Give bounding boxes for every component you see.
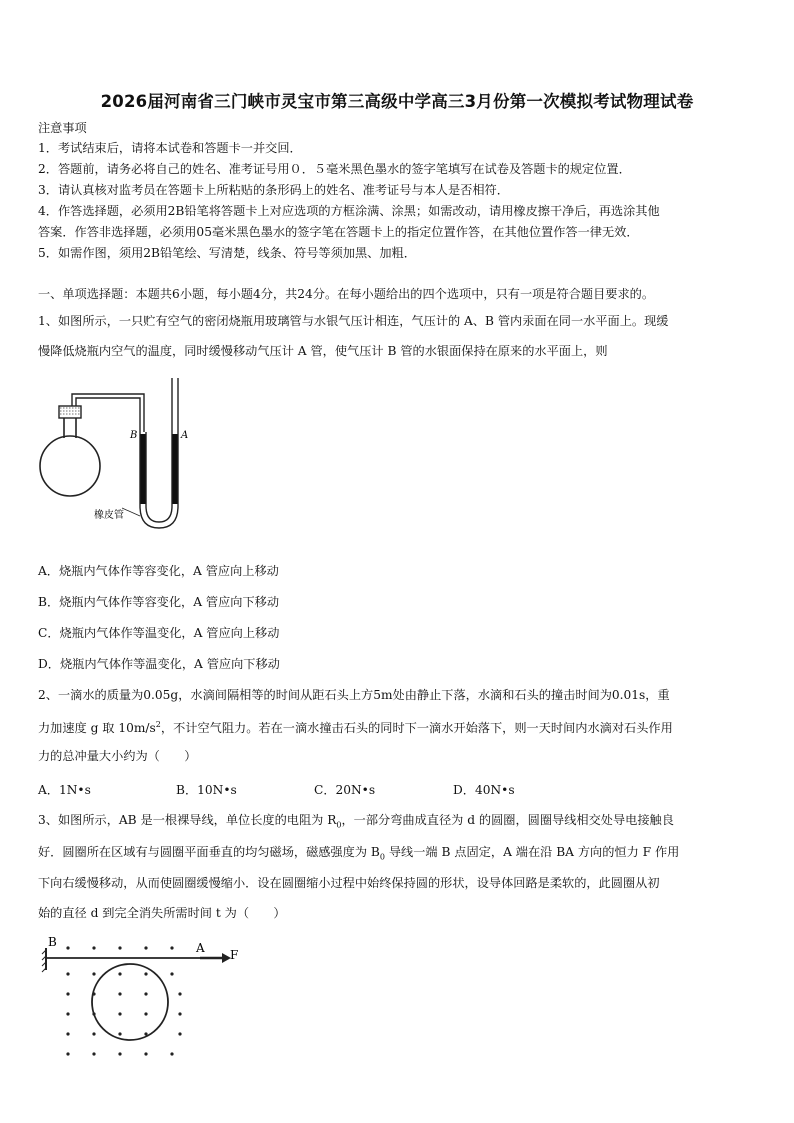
notice-item: 答案．作答非选择题，必须用05毫米黑色墨水的签字笔在答题卡上的指定位置作答，在其他位置作答一律无效． (38, 225, 639, 239)
q2-stem-sup: 2 (155, 720, 161, 729)
q1-option-b[interactable]: B．烧瓶内气体作等容变化，A 管应向下移动 (38, 595, 280, 609)
q1-label-a: A (181, 430, 189, 441)
q1-stem-line: 1、如图所示，一只贮有空气的密闭烧瓶用玻璃管与水银气压计相连，气压计的 A、B 管内汞面在同一水平面上。现缓 (38, 314, 669, 328)
notice-heading: 注意事项 (38, 121, 87, 135)
q1-option-a[interactable]: A．烧瓶内气体作等容变化，A 管应向上移动 (38, 564, 279, 578)
q1-option-c[interactable]: C．烧瓶内气体作等温变化，A 管应向上移动 (38, 626, 280, 640)
q3-label-b: B (48, 935, 57, 949)
q1-label-b: B (130, 430, 138, 441)
q3-loop-field-figure (40, 934, 250, 1064)
notice-item: 5．如需作图，须用2B铅笔绘、写清楚，线条、符号等须加黑、加粗． (38, 246, 416, 260)
q2-option-b[interactable]: B．10N•s (176, 783, 237, 797)
q3-stem-line (38, 812, 674, 833)
q3-stem-line: 始的直径 d 到完全消失所需时间 t 为（ ） (38, 906, 286, 920)
notice-item: 2．答题前，请务必将自己的姓名、准考证号用０．５毫米黑色墨水的签字笔填写在试卷及答题卡的规定位置． (38, 162, 631, 176)
q2-stem-line: 力的总冲量大小约为（ ） (38, 749, 197, 763)
q2-stem-line: 2、一滴水的质量为0.05g，水滴间隔相等的时间从距石头上方5m处由静止下落，水滴和石头的撞击时间为0.01s，重 (38, 688, 670, 702)
q3-stem-part: ，一部分弯曲成直径为 d 的圆圈，圆圈导线相交处导电接触良 (341, 813, 674, 827)
q1-flask-manometer-figure (36, 372, 196, 532)
q3-label-a: A (196, 941, 205, 955)
q3-stem-sub: 0 (336, 820, 342, 830)
q1-option-d[interactable]: D．烧瓶内气体作等温变化，A 管应向下移动 (38, 657, 280, 671)
q3-stem-part: 好．圆圈所在区域有与圆圈平面垂直的均匀磁场，磁感强度为 B (38, 845, 380, 859)
q1-label-tube: 橡皮管 (94, 510, 124, 521)
q3-stem-part: 导线一端 B 点固定，A 端在沿 BA 方向的恒力 F 作用 (385, 845, 680, 859)
section-heading: 一、单项选择题：本题共6小题，每小题4分，共24分。在每小题给出的四个选项中，只有一项是符合题目要求的。 (38, 287, 655, 301)
q3-label-f: F (230, 948, 239, 962)
q2-option-d[interactable]: D．40N•s (453, 783, 515, 797)
q2-option-c[interactable]: C．20N•s (314, 783, 376, 797)
q3-stem-part: 3、如图所示，AB 是一根裸导线，单位长度的电阻为 R (38, 813, 337, 827)
notice-item: 4．作答选择题，必须用2B铅笔将答题卡上对应选项的方框涂满、涂黑；如需改动，请用橡皮擦干净后，再选涂其他 (38, 204, 660, 218)
q1-stem-line: 慢降低烧瓶内空气的温度，同时缓慢移动气压计 A 管，使气压计 B 管的水银面保持在原来的水平面上，则 (38, 344, 608, 358)
q3-stem-line: 下向右缓慢移动，从而使圆圈缓慢缩小．设在圆圈缩小过程中始终保持圆的形状，设导体回路是柔软的，此圆圈从初 (38, 876, 660, 890)
q2-stem-line (38, 717, 673, 736)
notice-item: 3．请认真核对监考员在答题卡上所粘贴的条形码上的姓名、准考证号与本人是否相符． (38, 183, 509, 197)
page-title: 2026届河南省三门峡市灵宝市第三高级中学高三3月份第一次模拟考试物理试卷 (100, 92, 694, 111)
q2-stem-part: 力加速度 g 取 10m/s (38, 721, 156, 736)
q2-option-a[interactable]: A．1N•s (38, 783, 91, 797)
q3-stem-sub: 0 (379, 852, 385, 862)
q3-stem-line (38, 844, 679, 865)
notice-item: 1．考试结束后，请将本试卷和答题卡一并交回． (38, 141, 302, 155)
q2-stem-part: ，不计空气阻力。若在一滴水撞击石头的同时下一滴水开始落下，则一天时间内水滴对石头作用 (160, 721, 673, 736)
